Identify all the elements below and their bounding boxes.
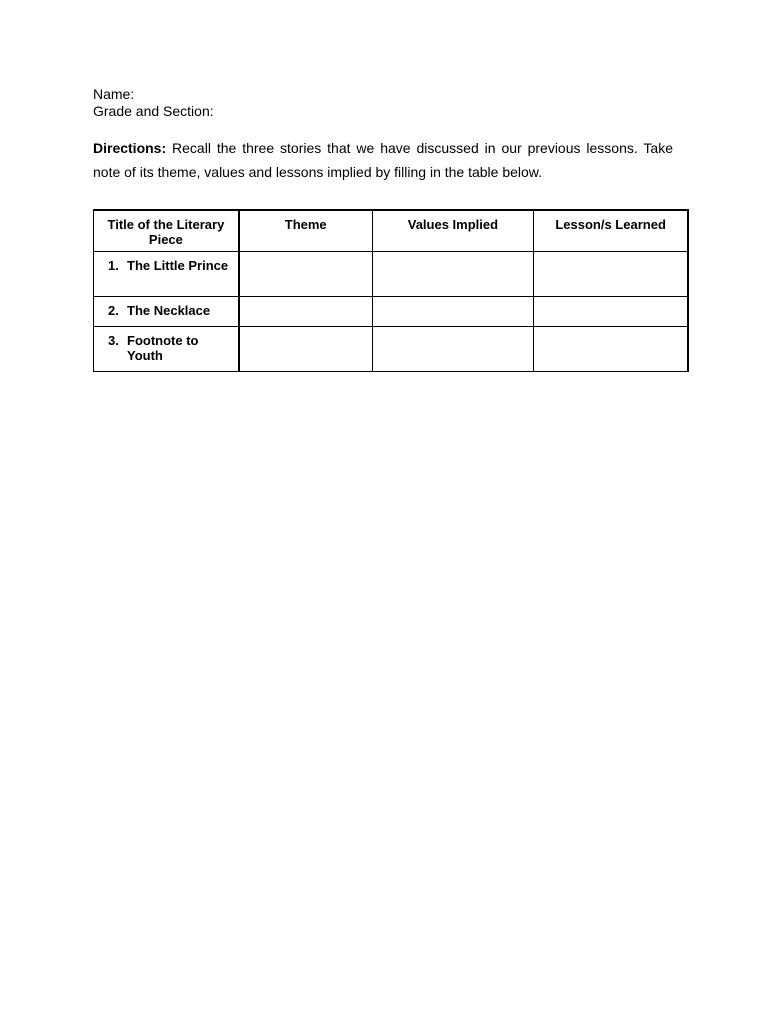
column-header-lessons: Lesson/s Learned — [534, 210, 688, 252]
table-row — [94, 297, 689, 327]
story-title-cell — [94, 297, 239, 327]
directions-paragraph — [93, 136, 673, 184]
theme-cell[interactable] — [239, 327, 372, 372]
table-row — [94, 252, 689, 297]
lessons-cell[interactable] — [534, 252, 688, 297]
story-title: The Necklace — [127, 303, 211, 318]
lessons-cell[interactable] — [534, 327, 688, 372]
values-cell[interactable] — [372, 327, 534, 372]
story-number: 3. — [108, 333, 119, 348]
lessons-cell[interactable] — [534, 297, 688, 327]
column-header-theme: Theme — [239, 210, 372, 252]
column-header-title: Title of the Literary Piece — [94, 210, 239, 252]
theme-cell[interactable] — [239, 297, 372, 327]
directions-text: Recall the three stories that we have discussed in our previous lessons. Take note of its theme, values and lessons implied by filling in the table below. — [93, 140, 673, 180]
values-cell[interactable] — [372, 297, 534, 327]
values-cell[interactable] — [372, 252, 534, 297]
story-title: The Little Prince — [127, 258, 229, 273]
worksheet — [93, 86, 673, 198]
theme-cell[interactable] — [239, 252, 372, 297]
story-title-cell — [94, 252, 239, 297]
directions-lead: Directions: — [93, 140, 167, 156]
column-header-values: Values Implied — [372, 210, 534, 252]
story-title-cell — [94, 327, 239, 372]
story-number: 1. — [108, 258, 119, 273]
grade-section-label: Grade and Section: — [93, 103, 214, 119]
table-header-row — [94, 210, 689, 252]
table-row — [94, 327, 689, 372]
story-number: 2. — [108, 303, 119, 318]
story-title: Footnote to Youth — [127, 333, 199, 363]
literary-table — [93, 209, 689, 372]
name-label: Name: — [93, 86, 135, 102]
